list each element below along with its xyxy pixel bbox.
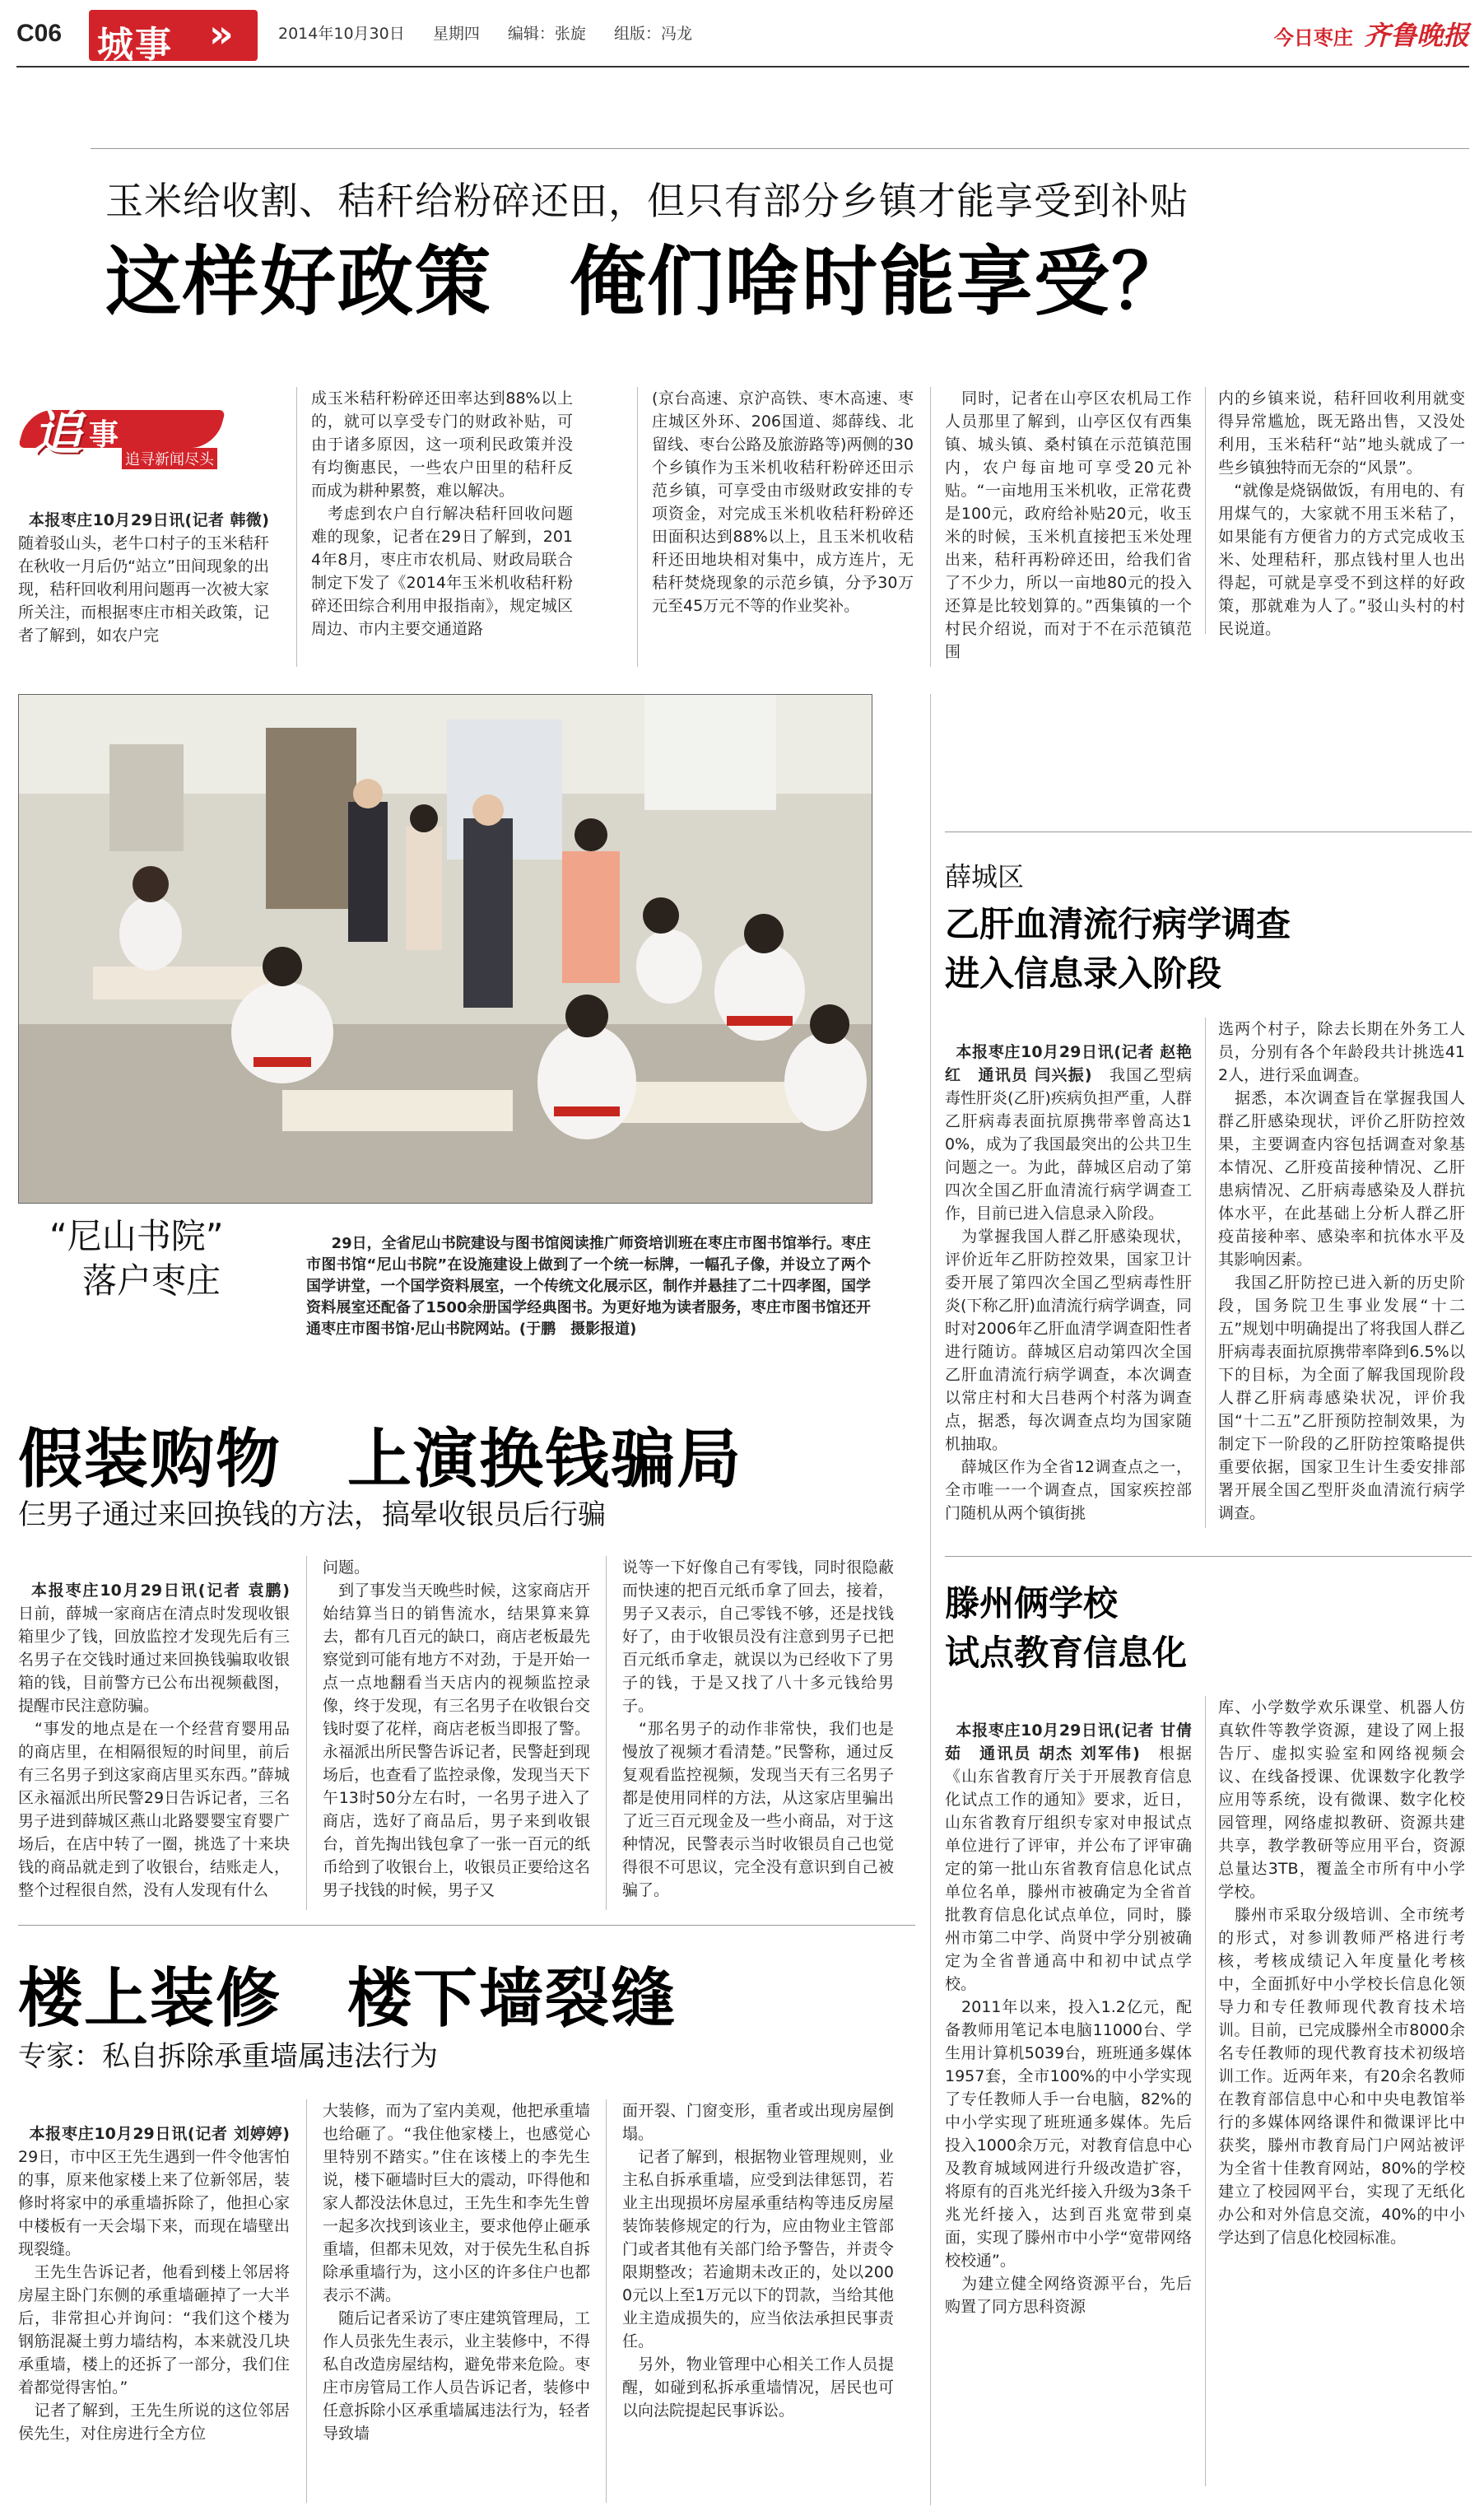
reno-subhead: 专家：私自拆除承重墙属违法行为 [18, 2040, 438, 2073]
hep-divider [1205, 1018, 1206, 1528]
badge-caption: 追寻新闻尽头 [122, 448, 217, 469]
lead-headline: 这样好政策 俺们啥时能享受？ [105, 238, 1189, 326]
lead-kicker: 玉米给收割、秸秆给粉碎还田，但只有部分乡镇才能享受到补贴 [105, 179, 1189, 223]
lead-column-4: 同时，记者在山亭区农机局工作人员那里了解到，山亭区仅有西集镇、城头镇、桑村镇在示范镇范围内，农户每亩地可享受20元补贴。“一亩地用玉米机收，正常花费是100元，政府给补贴20元，收玉米的时候，玉米机直接把玉米处理出来，秸秆再粉碎还田，给我们省了不少力，所以一亩地80元的投入还算是比较划算的。”西集镇的一个村民介绍说，而对于不在示范镇范围 [945, 389, 1192, 661]
lead-divider-3 [930, 387, 931, 667]
edu-top-rule [945, 1556, 1472, 1557]
lead-col1-text: 随着驳山头，老牛口村子的玉米秸秆在秋收一月后仍“站立”田间现象的出现，秸秆回收利用问题再一次被大家所关注，而根据枣庄市相关政策，记者了解到，如农户完 [18, 511, 286, 645]
scam-column-1 [18, 1556, 290, 1918]
reno-divider-1 [306, 2099, 307, 2503]
photo-title [49, 1214, 296, 1303]
header-rule [16, 66, 1469, 68]
layout-text: 组版：冯龙 [614, 25, 693, 43]
photo-caption [306, 1212, 871, 1344]
reno-column-1 [18, 2099, 290, 2503]
masthead [1181, 15, 1469, 53]
hep-column-1 [945, 1018, 1192, 1544]
hep-headline-1: 乙肝血清流行病学调查 [945, 904, 1291, 944]
scam-column-2: 问题。 到了事发当天晚些时候，这家商店开始结算当日的销售流水，结果算来算去，都有几百元的缺口，商店老板最先察觉到可能有地方不对劲，于是开始一点一点地翻看当天店内的视频监控录像，终于发现，有三名男子在收银台交钱时耍了花样，商店老板当即报了警。永福派出所民警告诉记者，民警赶到现场后，也查看了监控录像，发现当天下午13时50分左右时，一名男子进入了商店，选好了商品后，男子来到收银台，首先掏出钱包拿了一张一百元的纸币给到了收银台上，收银员正要给这名男子找钱的时候，男子又 [323, 1558, 590, 1899]
photo-credit: (于鹏 摄影报道) [519, 1321, 637, 1338]
double-arrow-icon: » [209, 12, 234, 56]
scam-column-3: 说等一下好像自己有零钱，同时很隐蔽而快速的把百元纸币拿了回去，接着，男子又表示，自己零钱不够，还是找钱好了，由于收银员没有注意到男子已把百元纸币拿走，就误以为已经收下了男子的钱，于是又找了八十多元钱给男子。 “那名男子的动作非常快，我们也是慢放了视频才看清楚。”民警称，通过反复观看监控视频，发现当天有三名男子都是使用同样的方法，从这家店里骗出了近三百元现金及一些小商品，对于这种情况，民警表示当时收银员自己也觉得很不可思议，完全没有意识到自己被骗了。 [622, 1558, 894, 1899]
issue-date [278, 21, 692, 44]
photo-illustration [19, 695, 872, 1203]
right-column-divider [930, 694, 931, 2505]
edu-column-2: 库、小学数学欢乐课堂、机器人仿真软件等教学资源，建设了网上报告厅、虚拟实验室和网络视频会议、在线备授课、优课数字化教学应用等系统，设有微课、数字化校园管理，网络虚拟教研、资源共建共享，教学教研等应用平台，资源总量达3TB，覆盖全市所有中小学学校。 滕州市采取分级培训、全市统考的形式，对参训教师严格进行考核，考核成绩记入年度量化考核中，全面抓好中小学校长信息化领导力和专任教师现代教育技术培训。目前，已完成滕州全市8000余名专任教师的现代教育技术初级培训工作。近两年来，有20余名教师在教育部信息中心和中央电教馆举行的多媒体网络课件和微课评比中获奖，滕州市教育局门户网站被评为全省十佳教育网站，80%的学校建立了校园网平台，实现了无纸化办公和对外信息交流，40%的中小学达到了信息化校园标准。 [1218, 1698, 1465, 2247]
section-tab [89, 10, 258, 66]
hep-column-2: 选两个村子，除去长期在外务工人员，分别有各个年龄段共计挑选412人，进行采血调查。 据悉，本次调查旨在掌握我国人群乙肝感染现状，评价乙肝防控效果，主要调查内容包括调查对象基本情况、乙肝疫苗接种情况、乙肝患病情况、乙肝病毒感染及人群抗体水平，在此基础上分析人群乙肝疫苗接种率、感染率和抗体水平及其影响因素。 我国乙肝防控已进入新的历史阶段，国务院卫生事业发展“十二五”规划中明确提出了将我国人群乙肝病毒表面抗原携带率降到6.5%以下的目标，为全面了解我国现阶段人群乙肝病毒感染状况，评价我国“十二五”乙肝预防控制效果，为制定下一阶段的乙肝防控策略提供重要依据，国家卫生计生委安排部署开展全国乙型肝炎血清流行病学调查。 [1218, 1020, 1465, 1522]
lead-divider-2 [637, 387, 638, 667]
badge-char-small: 事 [89, 418, 119, 452]
lead-divider-1 [296, 387, 297, 667]
hep-byline: 本报枣庄10月29日讯(记者 赵艳红 通讯员 闫兴振) [945, 1043, 1192, 1084]
chase-badge [23, 394, 221, 472]
edu-headline-1: 滕州俩学校 [945, 1583, 1119, 1624]
reno-divider-2 [606, 2099, 607, 2503]
reno-col1-text: 29日，市中区王先生遇到一件令他害怕的事，原来他家楼上来了位新邻居，装修时将家中的承重墙拆除了，他担心家中楼板有一天会塌下来，而现在墙壁出现裂缝。 王先生告诉记者，他看到楼上邻居将房屋主卧门东侧的承重墙砸掉了一大半后，非常担心并询问：“我们这个楼为钢筋混凝土剪力墙结构，本来就没几块承重墙，楼上的还拆了一部分，我们住着都觉得害怕。” 记者了解到，王先生所说的这位邻居侯先生，对住房进行全方位 [18, 2148, 290, 2443]
reno-column-2: 大装修，而为了室内美观，他把承重墙也给砸了。“我住他家楼上，也感觉心里特别不踏实。”住在该楼上的李先生说，楼下砸墙时巨大的震动，吓得他和家人都没法休息过，王先生和李先生曾一起多次找到该业主，要求他停止砸承重墙，但都未见效，对于侯先生私自拆除承重墙行为，这小区的许多住户也都表示不满。 随后记者采访了枣庄建筑管理局，工作人员张先生表示，业主装修中，不得私自改造房屋结构，避免带来危险。枣庄市房管局工作人员告诉记者，装修中任意拆除小区承重墙属违法行为，轻者导致墙 [323, 2102, 590, 2443]
scam-bottom-rule [18, 1925, 915, 1926]
badge-char-big: 追 [33, 404, 82, 462]
scam-col1-text: 日前，薛城一家商店在清点时发现收银箱里少了钱，回放监控才发现先后有三名男子在交钱时通过来回换钱骗取收银箱的钱，目前警方已公布出视频截图，提醒市民注意防骗。 “事发的地点是在一个经营育婴用品的商店里，在相隔很短的时间里，前后有三名男子到这家商店里买东西。”薛城区永福派出所民警29日告诉记者，三名男子进到薛城区燕山北路婴婴宝育婴广场后，在店中转了一圈，挑选了十来块钱的商品就走到了收银台，结账走人，整个过程很自然，没有人发现有什么 [18, 1605, 290, 1899]
reno-headline: 楼上装修 楼下墙裂缝 [18, 1962, 677, 2036]
scam-subhead: 仨男子通过来回换钱的方法，搞晕收银员后行骗 [18, 1498, 606, 1531]
reno-column-3: 面开裂、门窗变形，重者或出现房屋倒塌。 记者了解到，根据物业管理规则，业主私自拆承重墙，应受到法律惩罚，若业主出现损坏房屋承重结构等违反房屋装饰装修规定的行为，应由物业主管部门或者其他有关部门给予警告，并责令限期整改；若逾期未改正的，处以2000元以上至1万元以下的罚款，当给其他业主造成损失的，应当依法承担民事责任。 另外，物业管理中心相关工作人员提醒，如碰到私拆承重墙情况，居民也可以向法院提起民事诉讼。 [622, 2102, 894, 2420]
date-text: 2014年10月30日 [278, 25, 405, 43]
section-name: 城事 [97, 24, 173, 66]
lead-column-3: (京台高速、京沪高铁、枣木高速、枣庄城区外环、206国道、郯薛线、北留线、枣台公路及旅游路等)两侧的30个乡镇作为玉米机收秸秆粉碎还田示范乡镇，可享受由市级财政安排的专项资金，对完成玉米机收秸秆粉碎还田面积达到88%以上，且玉米机收秸秆还田地块相对集中，成方连片，无秸秆焚烧现象的示范乡镇，分予30万元至45万元不等的作业奖补。 [652, 389, 914, 615]
photo-title-line-2: 落户枣庄 [82, 1260, 221, 1301]
page-number: C06 [16, 20, 63, 47]
photo-caption-text: 29日，全省尼山书院建设与图书馆阅读推广师资培训班在枣庄市图书馆举行。枣庄市图书馆“尼山书院”在设施建设上做到了一个统一标牌，一幅孔子像，并设立了两个国学讲堂，一个国学资料展室，一个传统文化展示区，制作并悬挂了二十四孝图，国学资料展室还配备了1500余册国学经典图书。为更好地为读者服务，枣庄市图书馆还开通枣庄市图书馆·尼山书院网站。 [306, 1235, 871, 1338]
edu-column-1 [945, 1696, 1192, 2486]
reno-byline: 本报枣庄10月29日讯(记者 刘婷婷) [29, 2125, 290, 2143]
edu-col1-text: 根据《山东省教育厅关于开展教育信息化试点工作的通知》要求，近日，山东省教育厅组织专家对申报试点单位进行了评审，并公布了评审确定的第一批山东省教育信息化试点单位名单，滕州市被确定为全省首批教育信息化试点单位，同时，滕州市第二中学、尚贤中学分别被确定为全省普通高中和初中试点学校。 2011年以来，投入1.2亿元，配备教师用笔记本电脑11000台、学生用计算机5039台，班班通多媒体1957套，全市100%的中小学实现了专任教师人手一台电脑，82%的中小学实现了班班通多媒体。先后投入1000余万元，对教育信息中心及教育城域网进行升级改造扩容，将原有的百兆光纤接入升级为3条千兆光纤接入，达到百兆宽带到桌面，实现了滕州市中小学“宽带网络校校通”。 为建立健全网络资源平台，先后购置了同方思科资源 [945, 1745, 1192, 2316]
edu-headline-2: 试点教育信息化 [945, 1633, 1188, 1673]
lead-divider-4 [1205, 387, 1206, 634]
lead-column-2: 成玉米秸秆粉碎还田率达到88%以上的，就可以享受专门的财政补贴，可由于诸多原因，这一项利民政策并没有均衡惠民，一些农户田里的秸秆反而成为耕种累赘，难以解决。 考虑到农户自行解决秸秆回收问题难的现象，记者在29日了解到，2014年8月，枣庄市农机局、财政局联合制定下发了《2014年玉米机收秸秆粉碎还田综合利用申报指南》，规定城区周边、市内主要交通道路 [311, 389, 573, 638]
page-header [0, 0, 1484, 68]
scam-byline: 本报枣庄10月29日讯(记者 袁鹏) [30, 1582, 290, 1600]
scam-headline: 假装购物 上演换钱骗局 [18, 1423, 743, 1497]
header-rule-thin [91, 148, 1469, 149]
photo-title-line-1: “尼山书院” [49, 1216, 224, 1256]
weekday-text: 星期四 [432, 25, 480, 43]
lead-column-1 [18, 486, 286, 667]
today-label: 今日枣庄 [1273, 26, 1353, 49]
edu-divider [1205, 1696, 1206, 2486]
classroom-photo [18, 694, 872, 1204]
hep-headline-2: 进入信息录入阶段 [945, 953, 1222, 994]
lead-column-5: 内的乡镇来说，秸秆回收利用就变得异常尴尬，既无路出售，又没处利用，玉米秸秆“站”地头就成了一些乡镇独特而无奈的“风景”。 “就像是烧锅做饭，有用电的、有用煤气的，大家就不用玉米秸了，如果能有方便省力的方式完成收玉米、处理秸秆，那点钱村里人也出得起，可就是享受不到这样的好政策，那就难为人了。”驳山头村的村民说道。 [1218, 389, 1465, 638]
hep-area: 薛城区 [945, 861, 1025, 892]
scam-divider-2 [606, 1556, 607, 1910]
editor-text: 编辑：张旋 [507, 25, 586, 43]
edu-byline: 本报枣庄10月29日讯(记者 甘倩茹 通讯员 胡杰 刘军伟) [945, 1721, 1192, 1763]
lead-byline: 本报枣庄10月29日讯(记者 韩微) [28, 511, 269, 529]
newspaper-logo: 齐鲁晚报 [1363, 20, 1469, 51]
scam-divider-1 [306, 1556, 307, 1910]
hep-col1-text: 我国乙型病毒性肝炎(乙肝)疾病负担严重，人群乙肝病毒表面抗原携带率曾高达10%，成为了我国最突出的公共卫生问题之一。为此，薛城区启动了第四次全国乙肝血清流行病学调查工作，目前已进入信息录入阶段。 为掌握我国人群乙肝感染现状，评价近年乙肝防控效果，国家卫计委开展了第四次全国乙型病毒性肝炎(下称乙肝)血清流行病学调查，同时对2006年乙肝血清学调查阳性者进行随访。薛城区启动第四次全国乙肝血清流行病学调查，本次调查以常庄村和大吕巷两个村落为调查点，据悉，每次调查点均为国家随机抽取。 薛城区作为全省12调查点之一，全市唯一一个调查点，国家疾控部门随机从两个镇街挑 [945, 1066, 1192, 1522]
